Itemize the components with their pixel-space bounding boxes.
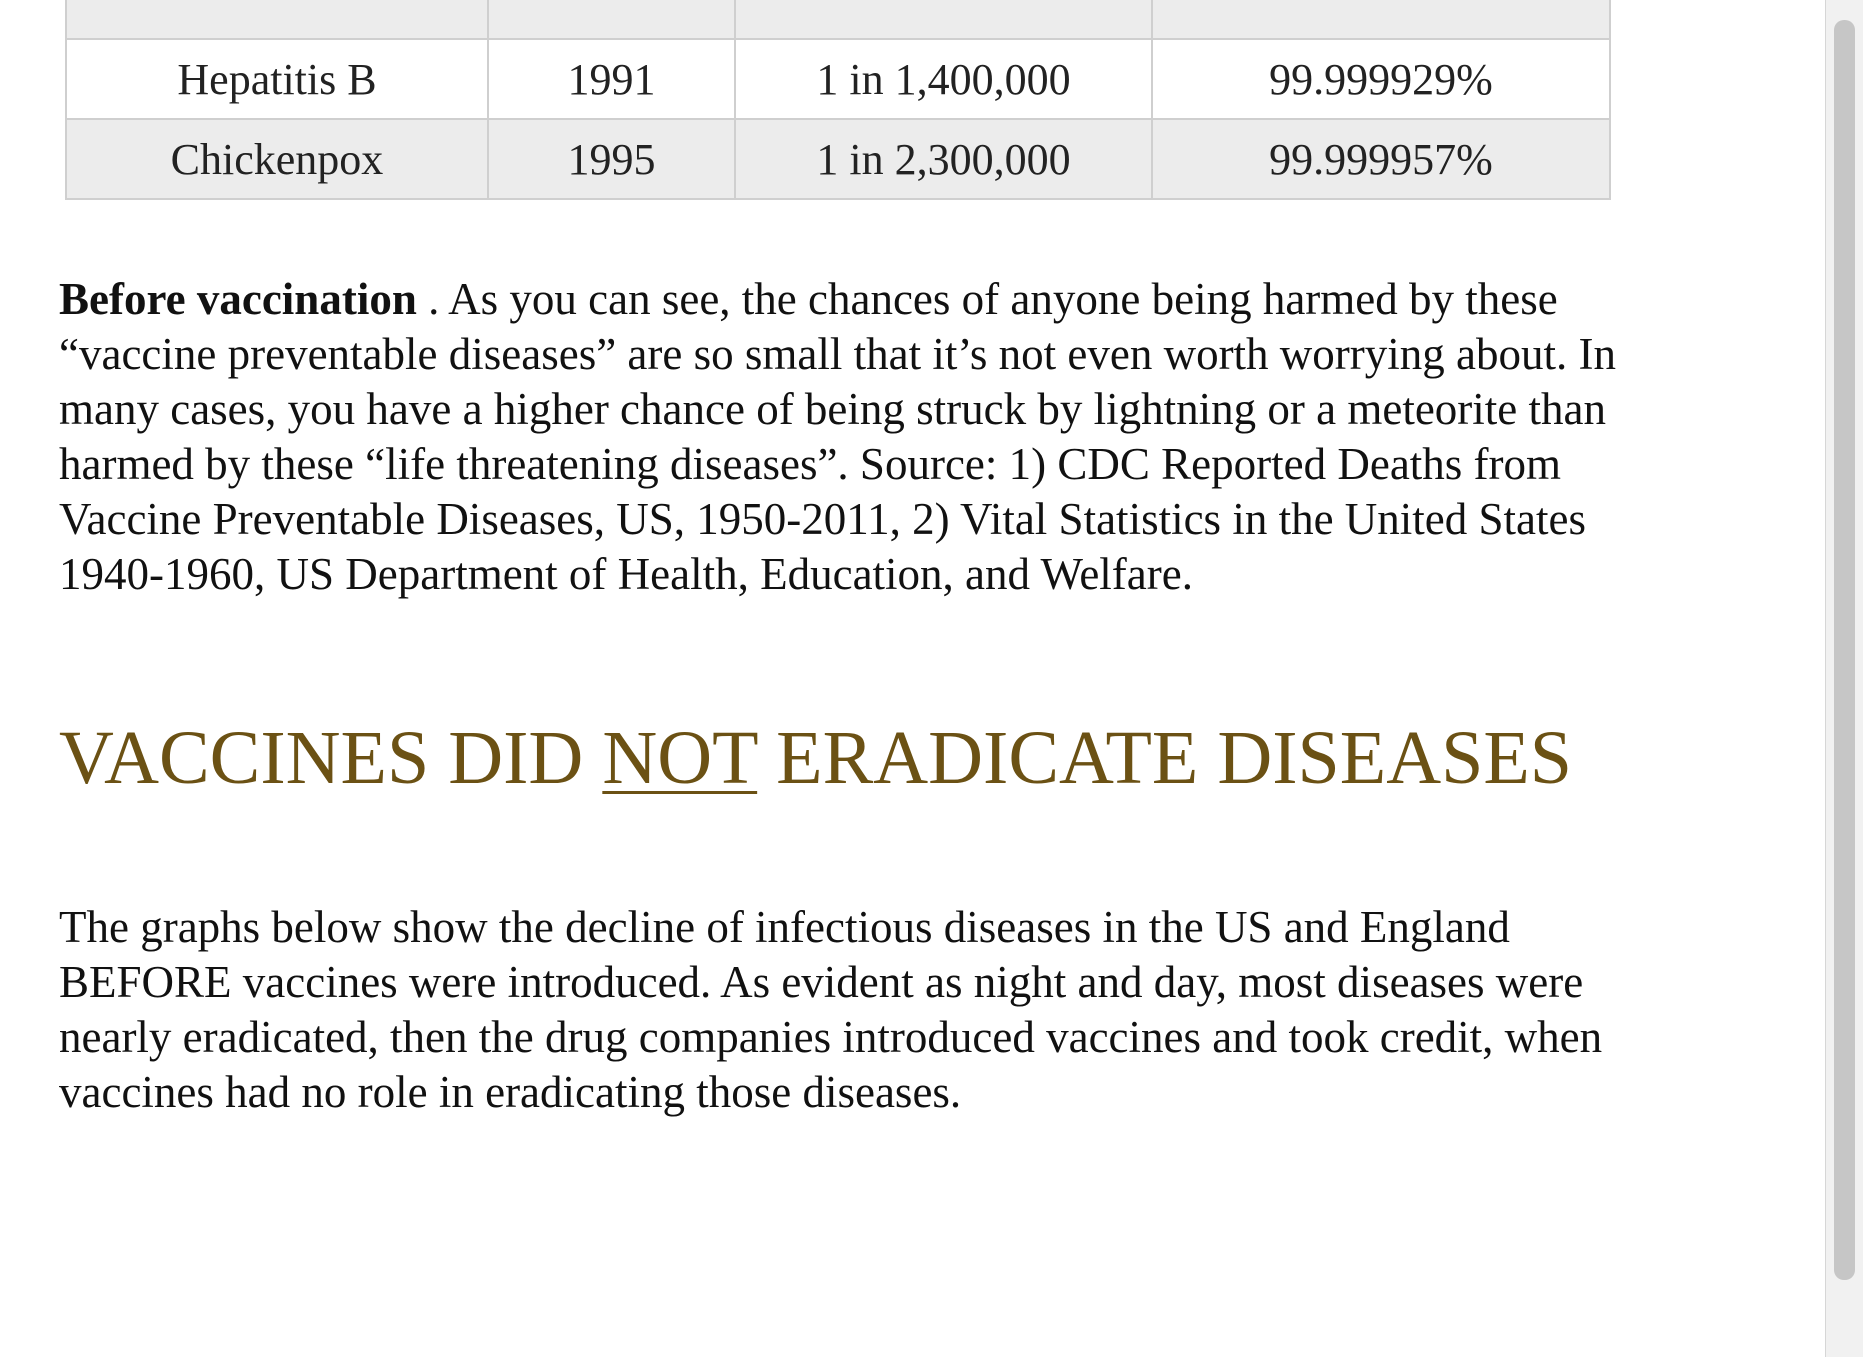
table-row — [66, 119, 1610, 199]
paragraph-body: . As you can see, the chances of anyone being harmed by these “vaccine preventable diseases” are so small that it’s not even worth worrying about. In many cases, you have a higher chance of being struck by lightning or a meteorite than harmed by these “life threatening diseases”. Source: 1) CDC Reported Deaths from Vaccine Preventable Diseases, US, 1950-2011, 2) Vital Statistics in the United States 1940-1960, US Department of Health, Education, and Welfare. — [59, 274, 1616, 599]
paragraph-lead-bold: Before vaccination — [59, 274, 417, 324]
section-heading — [59, 712, 1639, 804]
heading-underlined-word: NOT — [602, 716, 758, 800]
disease-cell: Hepatitis B — [66, 39, 488, 119]
odds-cell: 1 in 1,400,000 — [735, 39, 1152, 119]
before-vaccination-paragraph — [59, 272, 1639, 602]
percent-cell: 99.999957% — [1152, 119, 1610, 199]
disease-cell: Chickenpox — [66, 119, 488, 199]
graphs-intro-paragraph: The graphs below show the decline of infectious diseases in the US and England BEFORE vaccines were introduced. As evident as night and day, most diseases were nearly eradicated, then the drug companies introduced vaccines and took credit, when vaccines had no role in eradicating those diseases. — [59, 902, 1603, 1117]
odds-cell: 1 in 2,300,000 — [735, 119, 1152, 199]
table-row-partial — [66, 0, 1610, 39]
heading-part-2: ERADICATE DISEASES — [757, 716, 1573, 800]
year-cell: 1995 — [488, 119, 735, 199]
scrollbar-thumb[interactable] — [1834, 20, 1855, 1280]
year-cell: 1991 — [488, 39, 735, 119]
vertical-scrollbar[interactable] — [1825, 0, 1863, 1357]
heading-part-1: VACCINES DID — [59, 716, 603, 800]
table-row — [66, 39, 1610, 119]
vaccine-statistics-table — [65, 0, 1611, 200]
percent-cell: 99.999929% — [1152, 39, 1610, 119]
